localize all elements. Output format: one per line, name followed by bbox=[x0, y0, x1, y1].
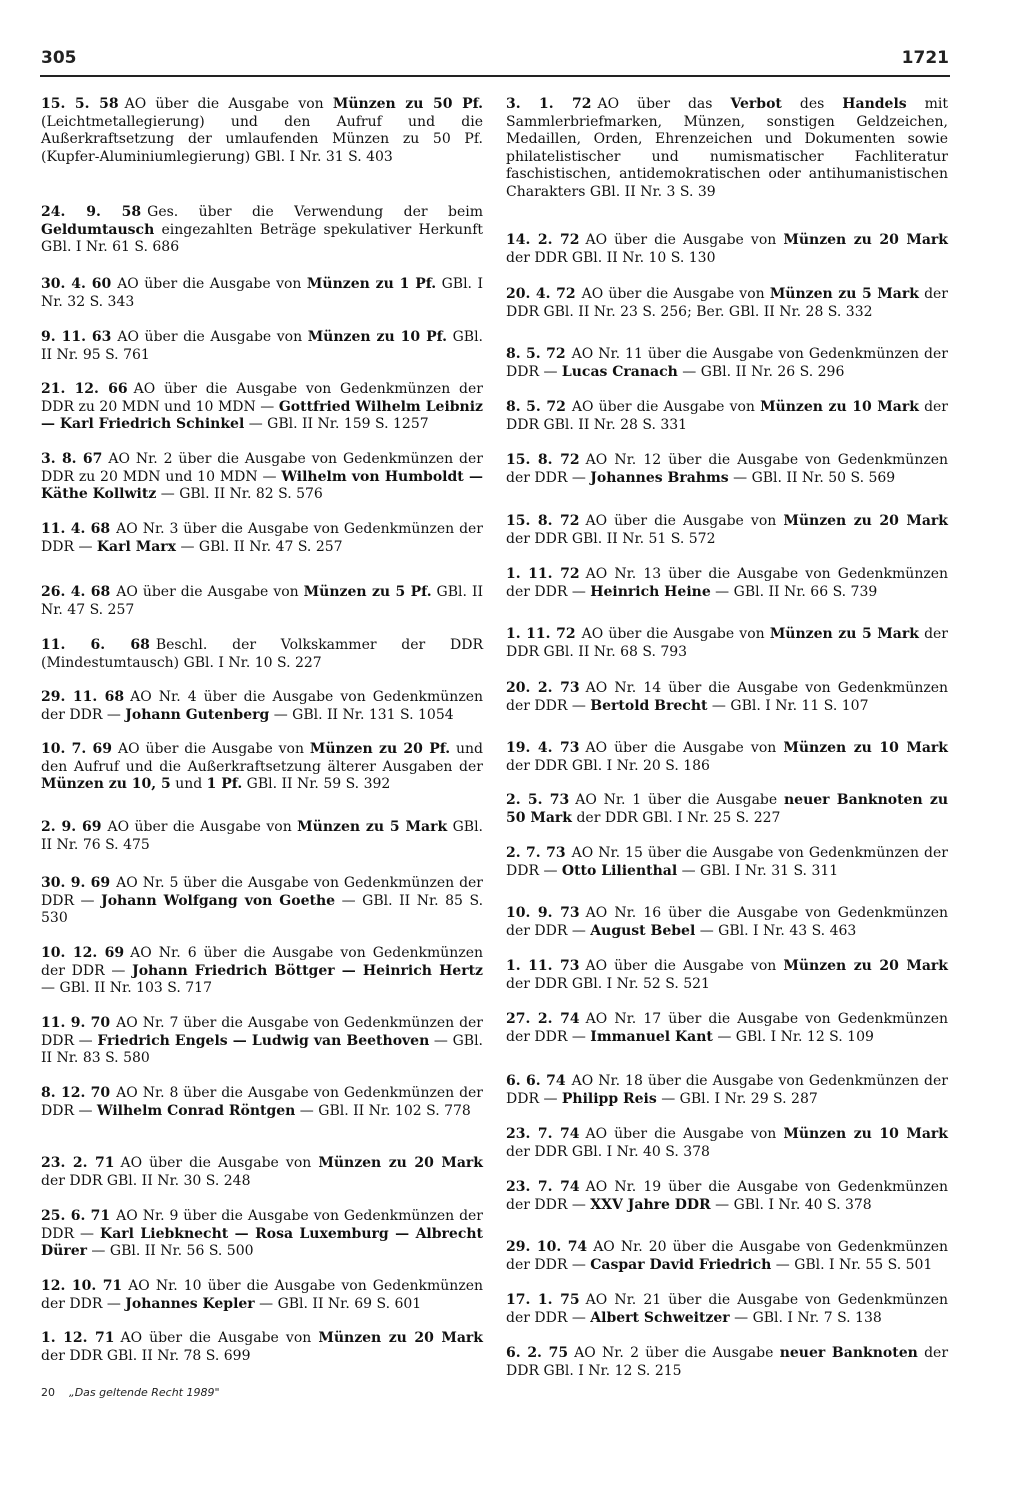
entry-text: AO über die Ausgabe von Münzen zu 1 Pf. GBl. I Nr. 32 S. 343 bbox=[41, 276, 483, 310]
entry-date: 12. 10. 71 bbox=[41, 1278, 123, 1294]
entry bbox=[41, 1015, 483, 1068]
entry-text: AO über das Verbot des Handels mit Sammlerbriefmarken, Münzen, sonstigen Geldzeichen, Medaillen, Orden, Ehrenzeichen und Dokumenten sowie philatelistischer und numismatischer Fachliteratur faschistischen, antidemokratischen oder antihumanistischen Charakters GBl. II Nr. 3 S. 39 bbox=[506, 96, 948, 200]
entry-text: AO Nr. 2 über die Ausgabe neuer Banknoten der DDR GBl. I Nr. 12 S. 215 bbox=[506, 1345, 949, 1379]
footer-page-number: 20 bbox=[41, 1386, 55, 1399]
entry bbox=[41, 451, 483, 504]
entry bbox=[506, 905, 948, 940]
entry-date: 20. 2. 73 bbox=[506, 680, 580, 696]
entry bbox=[506, 1345, 948, 1380]
entry bbox=[506, 566, 948, 601]
entry bbox=[41, 945, 483, 998]
entry bbox=[41, 689, 483, 724]
entry-text: AO über die Ausgabe von Münzen zu 50 Pf. (Leichtmetallegierung) und den Aufruf und die Außerkraftsetzung der umlaufenden Münzen zu 50 Pf. (Kupfer-Aluminiumlegierung) GBl. I Nr. 31 S. 403 bbox=[41, 96, 483, 165]
entry-date: 26. 4. 68 bbox=[41, 584, 111, 600]
entry-date: 2. 9. 69 bbox=[41, 819, 102, 835]
entry-date: 24. 9. 58 bbox=[41, 204, 142, 220]
entry-text: AO über die Ausgabe von Münzen zu 10 Pf. GBl. II Nr. 95 S. 761 bbox=[41, 329, 483, 363]
entry-text: AO Nr. 1 über die Ausgabe neuer Banknoten zu 50 Mark der DDR GBl. I Nr. 25 S. 227 bbox=[506, 792, 949, 826]
entry-date: 2. 7. 73 bbox=[506, 845, 566, 861]
entry-date: 10. 9. 73 bbox=[506, 905, 580, 921]
entry-date: 23. 7. 74 bbox=[506, 1179, 580, 1195]
entry-text: AO Nr. 3 über die Ausgabe von Gedenkmünzen der DDR — Karl Marx — GBl. II Nr. 47 S. 257 bbox=[41, 521, 484, 555]
entry-text: AO über die Ausgabe von Münzen zu 5 Mark der DDR GBl. II Nr. 68 S. 793 bbox=[506, 626, 949, 660]
entry-text: AO Nr. 17 über die Ausgabe von Gedenkmünzen der DDR — Immanuel Kant — GBl. I Nr. 12 S. 109 bbox=[506, 1011, 949, 1045]
entry-date: 3. 8. 67 bbox=[41, 451, 103, 467]
entry-text: Ges. über die Verwendung der beim Geldumtausch eingezahlten Beträge spekulativer Herkunft GBl. I Nr. 61 S. 686 bbox=[41, 204, 483, 255]
entry-text: AO Nr. 13 über die Ausgabe von Gedenkmünzen der DDR — Heinrich Heine — GBl. II Nr. 66 S. 739 bbox=[506, 566, 949, 600]
entry-date: 27. 2. 74 bbox=[506, 1011, 580, 1027]
entry bbox=[41, 329, 483, 364]
entry-text: AO über die Ausgabe von Münzen zu 20 Mark der DDR GBl. II Nr. 51 S. 572 bbox=[506, 513, 948, 547]
entry bbox=[506, 286, 948, 321]
entry-date: 11. 6. 68 bbox=[41, 637, 150, 653]
entry-date: 1. 11. 72 bbox=[506, 626, 576, 642]
entry-text: AO Nr. 2 über die Ausgabe von Gedenkmünzen der DDR zu 20 MDN und 10 MDN — Wilhelm von Humboldt — Käthe Kollwitz — GBl. II Nr. 82 S. 576 bbox=[41, 451, 483, 502]
entry-date: 11. 4. 68 bbox=[41, 521, 111, 537]
entry bbox=[506, 680, 948, 715]
entry-date: 29. 10. 74 bbox=[506, 1239, 588, 1255]
entry bbox=[506, 1179, 948, 1214]
entry bbox=[506, 1011, 948, 1046]
entry bbox=[41, 741, 483, 794]
entry-date: 23. 7. 74 bbox=[506, 1126, 580, 1142]
entry-text: AO Nr. 10 über die Ausgabe von Gedenkmünzen der DDR — Johannes Kepler — GBl. II Nr. 69 S. 601 bbox=[41, 1278, 484, 1312]
entry-date: 2. 5. 73 bbox=[506, 792, 570, 808]
entry-date: 20. 4. 72 bbox=[506, 286, 576, 302]
footer bbox=[41, 1386, 220, 1399]
entry bbox=[41, 819, 483, 854]
entry-text: AO Nr. 8 über die Ausgabe von Gedenkmünzen der DDR — Wilhelm Conrad Röntgen — GBl. II Nr. 102 S. 778 bbox=[41, 1085, 484, 1119]
entry-date: 6. 6. 74 bbox=[506, 1073, 566, 1089]
entry bbox=[506, 232, 948, 267]
entry-date: 8. 12. 70 bbox=[41, 1085, 111, 1101]
entry-text: AO Nr. 14 über die Ausgabe von Gedenkmünzen der DDR — Bertold Brecht — GBl. I Nr. 11 S. 107 bbox=[506, 680, 949, 714]
entry-date: 11. 9. 70 bbox=[41, 1015, 111, 1031]
entry bbox=[506, 1073, 948, 1108]
entry-date: 10. 12. 69 bbox=[41, 945, 125, 961]
entry bbox=[41, 1155, 483, 1190]
entry-text: AO Nr. 6 über die Ausgabe von Gedenkmünzen der DDR — Johann Friedrich Böttger — Heinrich Hertz — GBl. II Nr. 103 S. 717 bbox=[41, 945, 483, 996]
entry-text: AO Nr. 11 über die Ausgabe von Gedenkmünzen der DDR — Lucas Cranach — GBl. II Nr. 26 S. 296 bbox=[506, 346, 948, 380]
entry-date: 15. 5. 58 bbox=[41, 96, 119, 112]
entry bbox=[506, 399, 948, 434]
entry bbox=[506, 740, 948, 775]
entry bbox=[41, 637, 483, 672]
page-number-left: 305 bbox=[41, 48, 77, 68]
entry bbox=[506, 626, 948, 661]
entry-text: AO über die Ausgabe von Münzen zu 10 Mark der DDR GBl. I Nr. 20 S. 186 bbox=[506, 740, 948, 774]
entry-date: 14. 2. 72 bbox=[506, 232, 580, 248]
entry-text: AO über die Ausgabe von Münzen zu 10 Mark der DDR GBl. II Nr. 28 S. 331 bbox=[506, 399, 949, 433]
entry-date: 23. 2. 71 bbox=[41, 1155, 115, 1171]
entry-text: AO über die Ausgabe von Münzen zu 5 Mark der DDR GBl. II Nr. 23 S. 256; Ber. GBl. II Nr. 28 S. 332 bbox=[506, 286, 949, 320]
entry-date: 3. 1. 72 bbox=[506, 96, 592, 112]
entry bbox=[41, 96, 483, 166]
entry bbox=[41, 204, 483, 257]
entry-text: AO Nr. 4 über die Ausgabe von Gedenkmünzen der DDR — Johann Gutenberg — GBl. II Nr. 131 S. 1054 bbox=[41, 689, 483, 723]
entry bbox=[506, 1126, 948, 1161]
entry bbox=[506, 346, 948, 381]
entry bbox=[506, 1239, 948, 1274]
entry-text: AO über die Ausgabe von Münzen zu 20 Mark der DDR GBl. II Nr. 10 S. 130 bbox=[506, 232, 948, 266]
entry-date: 25. 6. 71 bbox=[41, 1208, 111, 1224]
entry-text: AO Nr. 5 über die Ausgabe von Gedenkmünzen der DDR — Johann Wolfgang von Goethe — GBl. II Nr. 85 S. 530 bbox=[41, 875, 484, 926]
entry-text: AO über die Ausgabe von Münzen zu 20 Mark der DDR GBl. II Nr. 78 S. 699 bbox=[41, 1330, 483, 1364]
entry-date: 8. 5. 72 bbox=[506, 399, 566, 415]
entry-text: AO über die Ausgabe von Münzen zu 10 Mark der DDR GBl. I Nr. 40 S. 378 bbox=[506, 1126, 948, 1160]
entry bbox=[41, 1208, 483, 1261]
entry bbox=[41, 875, 483, 928]
entry-text: AO Nr. 19 über die Ausgabe von Gedenkmünzen der DDR — XXV Jahre DDR — GBl. I Nr. 40 S. 378 bbox=[506, 1179, 949, 1213]
entry bbox=[41, 1278, 483, 1313]
entry bbox=[506, 958, 948, 993]
entry-text: AO Nr. 7 über die Ausgabe von Gedenkmünzen der DDR — Friedrich Engels — Ludwig van Beethoven — GBl. II Nr. 83 S. 580 bbox=[41, 1015, 484, 1066]
entry-text: AO über die Ausgabe von Münzen zu 20 Mark der DDR GBl. II Nr. 30 S. 248 bbox=[41, 1155, 483, 1189]
entry-date: 9. 11. 63 bbox=[41, 329, 112, 345]
entry-text: Beschl. der Volkskammer der DDR (Mindestumtausch) GBl. I Nr. 10 S. 227 bbox=[41, 637, 483, 671]
entry-text: AO über die Ausgabe von Münzen zu 5 Pf. GBl. II Nr. 47 S. 257 bbox=[41, 584, 483, 618]
entry-text: AO über die Ausgabe von Gedenkmünzen der DDR zu 20 MDN und 10 MDN — Gottfried Wilhelm Leibniz — Karl Friedrich Schinkel — GBl. II Nr. 159 S. 1257 bbox=[41, 381, 484, 432]
entry-date: 19. 4. 73 bbox=[506, 740, 580, 756]
entry-date: 29. 11. 68 bbox=[41, 689, 125, 705]
entry-date: 15. 8. 72 bbox=[506, 452, 580, 468]
entry-text: AO Nr. 9 über die Ausgabe von Gedenkmünzen der DDR — Karl Liebknecht — Rosa Luxemburg — Albrecht Dürer — GBl. II Nr. 56 S. 500 bbox=[41, 1208, 484, 1259]
entry-date: 15. 8. 72 bbox=[506, 513, 580, 529]
footer-title: „Das geltende Recht 1989" bbox=[69, 1386, 220, 1399]
entry bbox=[506, 1292, 948, 1327]
entry-text: AO Nr. 16 über die Ausgabe von Gedenkmünzen der DDR — August Bebel — GBl. I Nr. 43 S. 463 bbox=[506, 905, 949, 939]
entry bbox=[506, 792, 948, 827]
entry-text: AO über die Ausgabe von Münzen zu 20 Pf. und den Aufruf und die Außerkraftsetzung älterer Ausgaben der Münzen zu 10, 5 und 1 Pf. GBl. II Nr. 59 S. 392 bbox=[41, 741, 483, 792]
entry bbox=[506, 96, 948, 201]
entry bbox=[41, 584, 483, 619]
entry-text: AO Nr. 18 über die Ausgabe von Gedenkmünzen der DDR — Philipp Reis — GBl. I Nr. 29 S. 287 bbox=[506, 1073, 948, 1107]
entry-text: AO Nr. 21 über die Ausgabe von Gedenkmünzen der DDR — Albert Schweitzer — GBl. I Nr. 7 S. 138 bbox=[506, 1292, 949, 1326]
entry bbox=[41, 1085, 483, 1120]
entry-date: 30. 4. 60 bbox=[41, 276, 112, 292]
entry bbox=[506, 452, 948, 487]
entry-date: 1. 12. 71 bbox=[41, 1330, 115, 1346]
entry bbox=[41, 1330, 483, 1365]
entry bbox=[41, 276, 483, 311]
entry-date: 10. 7. 69 bbox=[41, 741, 113, 757]
page-number-right: 1721 bbox=[901, 48, 949, 68]
entry-date: 8. 5. 72 bbox=[506, 346, 566, 362]
entry bbox=[41, 521, 483, 556]
entry-text: AO über die Ausgabe von Münzen zu 5 Mark GBl. II Nr. 76 S. 475 bbox=[41, 819, 483, 853]
entry bbox=[506, 845, 948, 880]
entry-text: AO Nr. 15 über die Ausgabe von Gedenkmünzen der DDR — Otto Lilienthal — GBl. I Nr. 31 S. 311 bbox=[506, 845, 948, 879]
entry bbox=[506, 513, 948, 548]
entry bbox=[41, 381, 483, 434]
entry-date: 17. 1. 75 bbox=[506, 1292, 580, 1308]
entry-date: 21. 12. 66 bbox=[41, 381, 128, 397]
entry-date: 6. 2. 75 bbox=[506, 1345, 569, 1361]
header-rule bbox=[40, 75, 950, 77]
entry-text: AO über die Ausgabe von Münzen zu 20 Mark der DDR GBl. I Nr. 52 S. 521 bbox=[506, 958, 948, 992]
entry-text: AO Nr. 20 über die Ausgabe von Gedenkmünzen der DDR — Caspar David Friedrich — GBl. I Nr. 55 S. 501 bbox=[506, 1239, 949, 1273]
entry-date: 1. 11. 73 bbox=[506, 958, 580, 974]
entry-text: AO Nr. 12 über die Ausgabe von Gedenkmünzen der DDR — Johannes Brahms — GBl. II Nr. 50 S. 569 bbox=[506, 452, 949, 486]
entry-date: 1. 11. 72 bbox=[506, 566, 580, 582]
entry-date: 30. 9. 69 bbox=[41, 875, 111, 891]
